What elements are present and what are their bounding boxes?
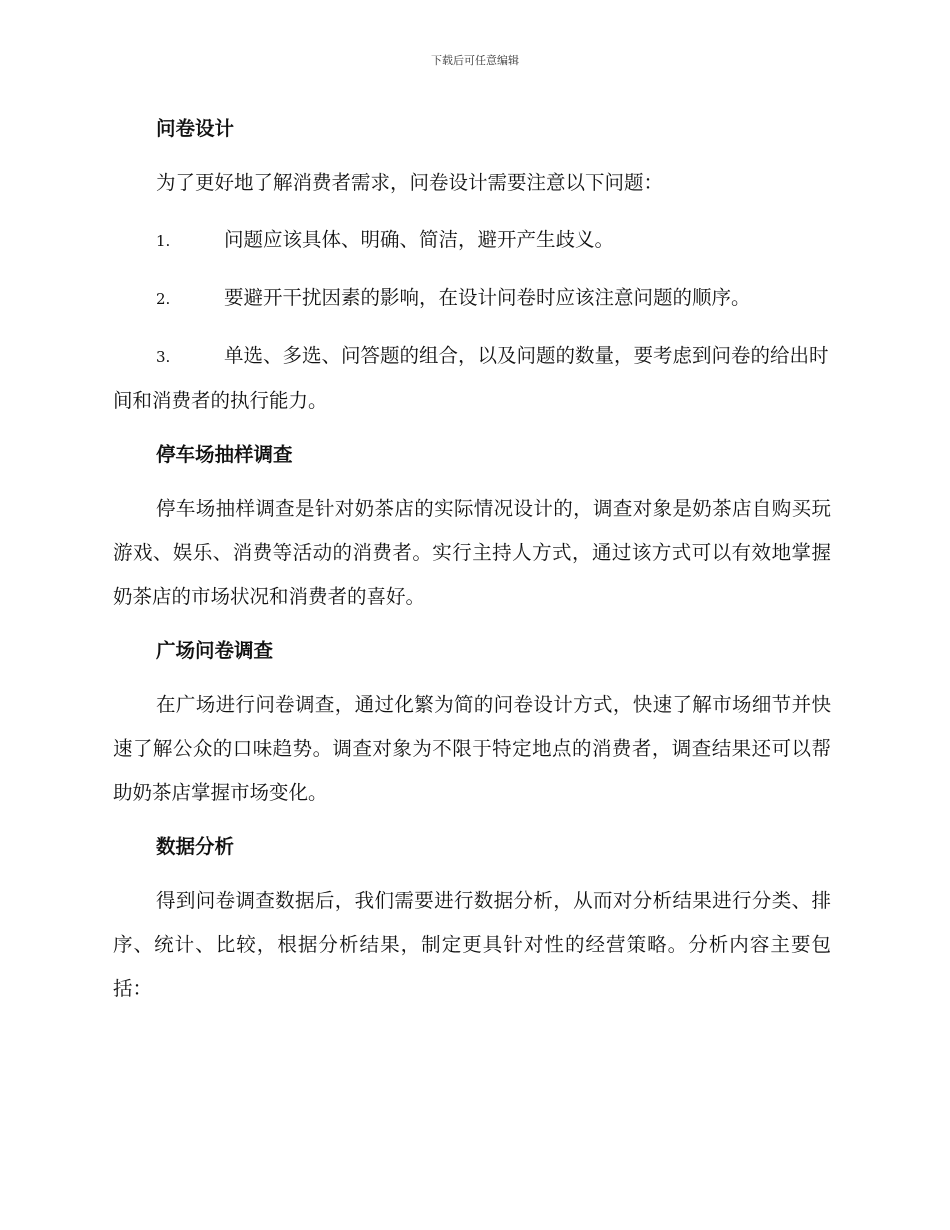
parking-body: 停车场抽样调查是针对奶茶店的实际情况设计的，调查对象是奶茶店自购买玩游戏、娱乐、消费等活动的消费者。实行主持人方式，通过该方式可以有效地掌握奶茶店的市场状况和消费者的喜好。	[113, 497, 831, 608]
list-item	[113, 334, 831, 423]
section-title-plaza: 广场问卷调查	[156, 639, 274, 662]
list-number: 3.	[156, 348, 171, 366]
page-header: 下载后可任意编辑	[431, 54, 519, 67]
document-body	[113, 110, 831, 1011]
list-item	[113, 218, 831, 263]
analysis-body: 得到问卷调查数据后，我们需要进行数据分析，从而对分析结果进行分类、排序、统计、比较，根据分析结果，制定更具针对性的经营策略。分析内容主要包括：	[113, 889, 831, 1000]
list-text: 要避开干扰因素的影响，在设计问卷时应该注意问题的顺序。	[224, 286, 751, 309]
list-text: 单选、多选、问答题的组合，以及问题的数量，要考虑到问卷的给出时间和消费者的执行能力。	[113, 344, 829, 412]
section-title-questionnaire: 问卷设计	[156, 117, 235, 140]
plaza-body: 在广场进行问卷调查，通过化繁为简的问卷设计方式，快速了解市场细节并快速了解公众的口味趋势。调查对象为不限于特定地点的消费者，调查结果还可以帮助奶茶店掌握市场变化。	[113, 693, 831, 804]
section-title-parking: 停车场抽样调查	[156, 443, 293, 466]
list-number: 1.	[156, 232, 171, 250]
list-number: 2.	[156, 290, 171, 308]
list-item	[113, 276, 831, 321]
list-text: 问题应该具体、明确、简洁，避开产生歧义。	[224, 228, 615, 251]
questionnaire-intro: 为了更好地了解消费者需求，问卷设计需要注意以下问题：	[156, 171, 664, 194]
section-title-analysis: 数据分析	[156, 835, 235, 858]
